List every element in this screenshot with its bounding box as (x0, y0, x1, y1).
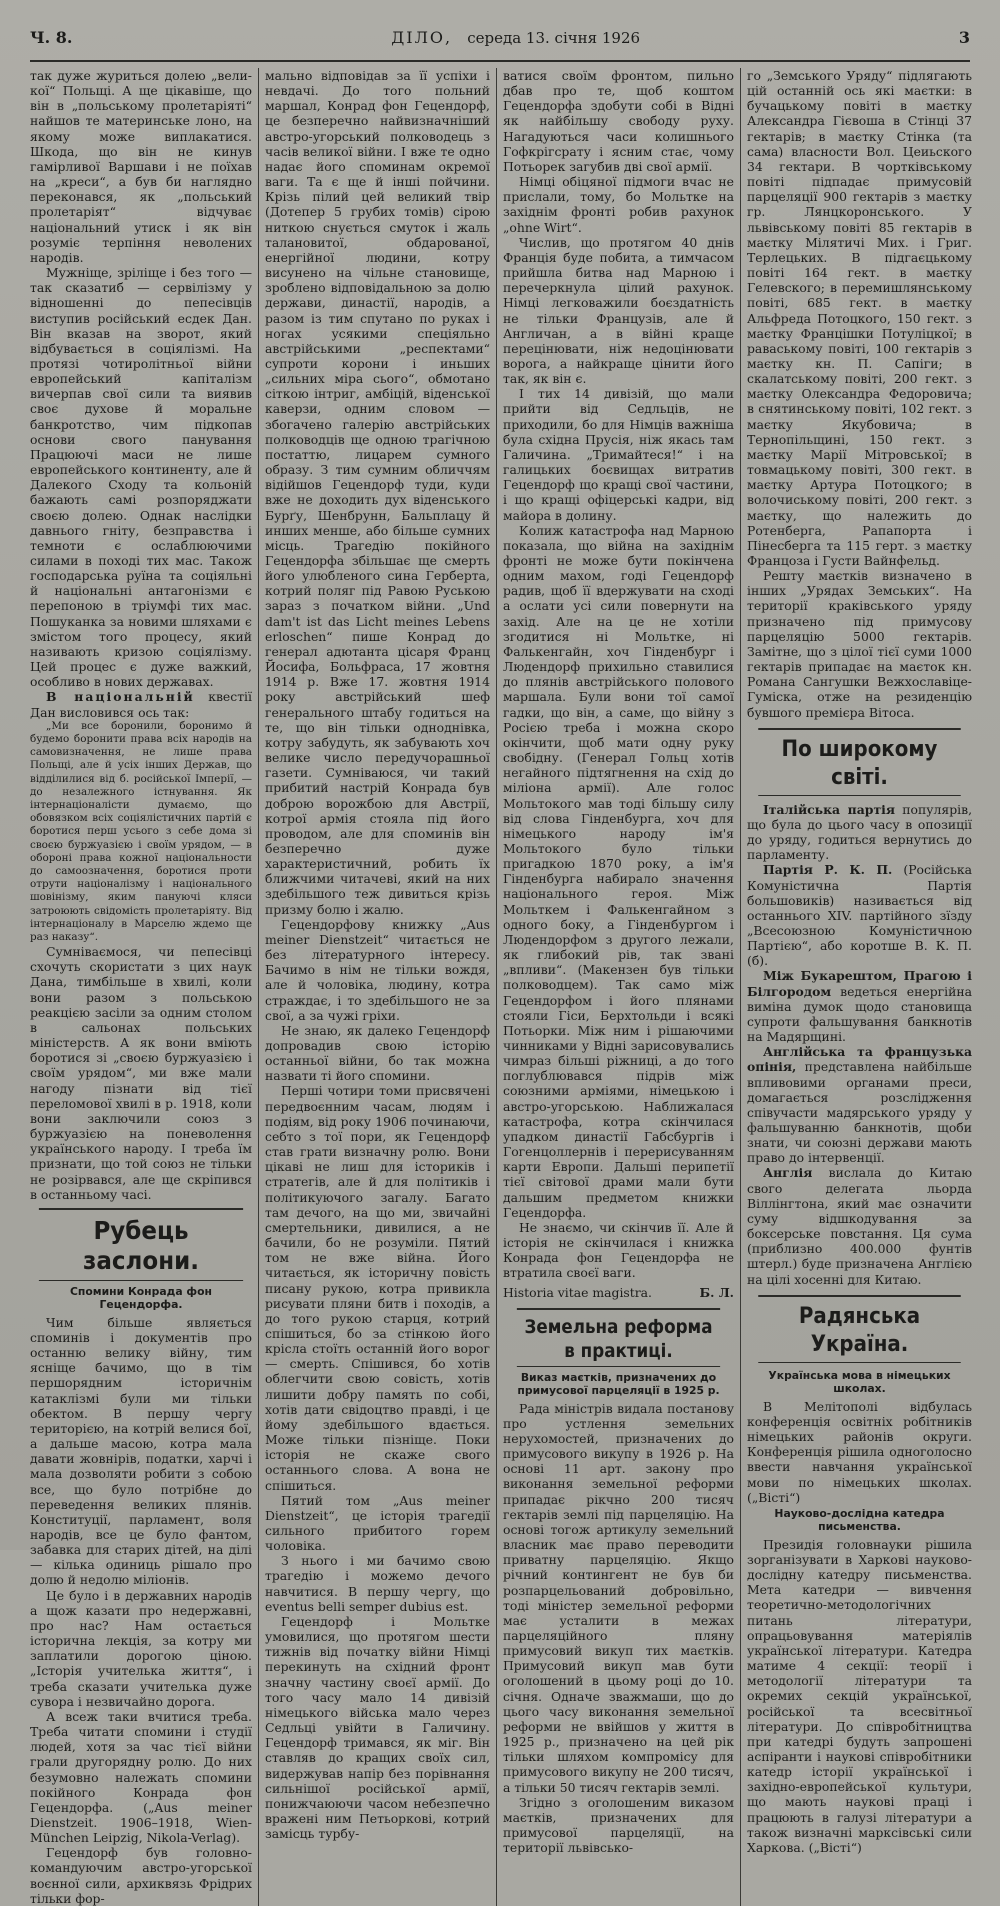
issue-number: Ч. 8. (30, 28, 73, 47)
subheadline: Виказ маєтків, призначених до примусової парцеляції в 1925 р. (517, 1370, 720, 1397)
news-lead: Партія Р. К. П. (763, 862, 893, 878)
issue-date: середа 13. січня 1926 (467, 29, 641, 47)
news-lead: Італійська партія (763, 801, 895, 817)
article-paragraph: Не знаю, як далеко Гецендорф допровадив свою історію останньої війни, бо так можна назвати ті його спомини. (265, 1022, 490, 1084)
headline-rubets: Рубець заслони. (39, 1208, 243, 1281)
article-paragraph: Колиж катастрофа над Марною показала, що війна на західнім фронті не може бути покінчена одним махом, годі Гецендорф радив, щоб її вдержувати на сході а ослати усі сили повернути на захід. Але на це не хотіли згодитися ні Мольтке, ні Фалькенгайн, хоч Гінденбург і Людендорф прихильно ставилися до плянів австрійського полового маршала. Були вони тої самої гадки, що він, а саме, що війну з Росією треба і можна скоро окінчити, щоб мати одну руку свобідну. (Генерал Гольц хотів негайного підтягнення на схід до міліона армії). Але голос Мольтокого мав тоді більшу силу від слова Гінденбурга, хоч для німецького народу ім'я Мольтокого було тільки пригадкою 1870 року, а ім'я Гінденбурга набирало значення національного героя. Між Мольткем і Фалькенгайном з одного боку, а Гінденбургом і Людендорфом з другого лежали, як глибокий рів, так звані „впливи“. (Макензен був тільки полководцем). Так само між Гецендорфом і його плянами стояли Гіси, Берхтольди і всякі Потьорки. Між ним і рішаючими чинниками у Відні зарисовувались чимраз більші ріжниці, а до того поглублювався підрів між союзними арміями, німецькою і австро-угорською. Наближалася катастрофа, котра скінчилася упадком династії Габсбургів і Гогенцоллернів і перерисуванням карти Европи. Дальші перипетії тієї світової драми мали бути дальшим предметом книжки Гецендорфа. (503, 522, 734, 1220)
news-text: вислала до Китаю свого делегата льорда Віллінгтона, який має означити суму відшкодування за боксерське повстання. Ця сума (приблизно 400.000 фунтів штерл.) буде призначена Англією на цілі хосенні для Китаю. (747, 1165, 972, 1287)
paragraph-text: квестії Дан висловився ось так: (30, 689, 252, 720)
article-paragraph (747, 1399, 972, 1505)
article-paragraph: Чим більше являється споминів і документів про останню велику війну, тим ясніще бачимо, що в тім першорядним історичнім катаклізмі були ми тільки обектом. В першу чергу територією, на котрій велися бої, а дальше масою, котра мала давати жовнірів, податки, харчі і мала дозволяти робити з собою все, що було потрібне до переведення великих плянів. Конституції, парламент, воля народів, все це було фантом, забавка для старих дітей, на ділі — кілька одиниць рішало про долю й недолю міліонів. (30, 1314, 252, 1588)
article-paragraph: Пятий том „Aus meiner Dienstzeit“, це історія трагедії сильного прибитого горем чоловіка. (265, 1492, 490, 1554)
quote-paragraph: „Ми все боронили, боронимо й будемо боронити права всіх народів на самовизначення, не лише права Польщі, але й усіх інших Держав, що відділилися від б. російської Імперії, — до незалежного істнування. Як інтернаціоналісти думаємо, що обовязком всіх соціялістичних партій є боротися перш усього з себе дома зі своєю буржуазією і своїм урядом, — в обороні права кожної національности до самоозначення, боротися проти отрути націоналізму і національного шовінізму, яким пануючі кляси затроюють свідомість пролетаріяту. Від інтернаціоналу в Марселю ждемо ще раз наказу“. (30, 719, 252, 943)
article-paragraph: Гецендорф і Мольтке умовилися, що протягом шести тижнів від початку війни Німці перекинуть на східний фронт значну частину своєї армії. До того часу мало 14 дивізій німецького війська мало через Седльці увійти в Галичину. Гецендорф тримався, як міг. Він ставляв до кращих своїх сил, видержував напір без порівнання сильнішої російської армії, понижчаюючи часом небезпечно вражені ним Петьоркові, котрий замісць турбу- (265, 1613, 490, 1842)
article-paragraph: Мужніще, зріліще і без того — так сказатиб — сервілізму у відношенні до пепесівців виступив росiйський есдек Дан. Він вказав на зворот, який відбувається в соціялізмі. На протязі чотирoлітньої війни европейський капіталізм вичерпав свої сили та виявив своє духове й моральне банкротство, чим підкопав основи свого панування Працюючі маси не лише европейського континенту, але й Далекого Сходу та кольоній бажають самі розпоряджати своєю долею. Однак наслідки давнього гніту, безправства і темноти є ослаблюючими силами в поході тих мас. Також господарська руїна та соціяльні й національні антагонізми є перепоною в тріумфі тих мас. Пошуканка за новими шляхами є змістом того процесу, який називають кризою соціялізму. Цей процес є дуже важкий, особливо в нових державах. (30, 265, 252, 690)
news-text: представлена найбільше впливовими органами преси, домагається розслідження співучасти мадярського уряду у фальшуванню банкнотів, щоби знати, чи союзні держави мають право до інтервенції. (747, 1059, 972, 1166)
news-text: ведеться енергійна виміна думок щодо становища супроти фальшування банкнотів на Мадярщині. (747, 983, 972, 1045)
news-text: (Російська Комуністична Партія большовиків) називається від останнього XIV. партійного зїзду „Всесоюзною Комуністичною Партією“, або коротше В. К. П. (б). (747, 862, 972, 969)
news-lead: Англійська та французька опінія, (747, 1044, 972, 1075)
columns (30, 68, 973, 1906)
column-2 (258, 68, 490, 1906)
article-paragraph: Сумніваємося, чи пепесівці схочуть скористати з цих нaук Дана, тимбільше в хвилі, коли вони разом з польською реакцією засіли за одним столом в сальонах польських міністерств. А як вони вміють боротися зі „своєю буржуазією і своїм урядом“, ми вже мали нагоду пізнати від тієї переломової хвилі в р. 1918, коли вони заключили союз з буржуазією на поневолення українського народу. І треба їм признати, що той союз не тільки не розірвався, але ще скріпився в останньому часі. (30, 944, 252, 1202)
signature-motto: Historia vitae magistra. (503, 1284, 652, 1300)
article-paragraph: І тих 14 дивізій, що мали прийти від Седльців, не приходили, бо для Німців важніша була східна Прусія, ніж якась там Галичина. „Тримайтеся!“ і на галицьких боєвищах витратив Гецендорф що кращі свої частини, і що кращі офіцерські кадри, від майора в долину. (503, 386, 734, 523)
paragraph-text: Президія головнауки рішила зорганізувати в Харкові науково-дослідну катедру письменства. Метa катедри — вивчення теоретично-методологічних питань літератури, опрацьовування матеріялів української літератури. Катедра матиме 4 секції: теорії і методології літератури та окремих секцій української, російської та всесвітньої літератури. До співробітництва при катедрі будуть запрошені аспіранти і наукові співробітники катедр історії української і західно-европейської культури, що мають наукові праці і працюють в галузі літератури а також визначні марксівські сили Харкова. (747, 1536, 972, 1855)
column-3 (496, 68, 734, 1906)
article-signature (503, 1285, 734, 1300)
spaced-lead: В національній (46, 689, 195, 705)
subheadline: Спомини Конрада фон Гецендорфа. (69, 1284, 213, 1311)
news-lead: Англія (763, 1165, 813, 1181)
column-1 (30, 68, 252, 1906)
article-paragraph (30, 689, 252, 719)
subheadline: Науково-дослідна катедра письменства. (774, 1506, 945, 1533)
headline-land-reform: Земельна реформа в практиці. (517, 1308, 720, 1367)
article-paragraph: Перші чотири томи присвячені передвоєнним часам, людям і подіям, від року 1906 починаючи, себто з тої пори, як Гецендорф став грати визначну ролю. Вони цікаві не лиш для істориків і стратегів, але й для політиків і політикуючого загалу. Багато там дечого, на що ми, звичайні смертельники, дивилися, а не бачили, бо не розуміли. Пятий том не вже війна. Його читається, як історичну повість писану рукою, котра привикла рисувати пляни битв і походів, а до того рукою старця, котрий спішиться, бо за стінкою його крісла стоїть останній його ворог — смерть. Спішився, бо хотів облегчити свою совість, хотів лишити добру память по собі, хотів дати свідоцтво правді, і це йому здебільшого вдається. Може тільки пізніще. Поки історія не скаже свого останнього слова. А вона не спішиться. (265, 1083, 490, 1493)
news-item (747, 968, 972, 1044)
news-item (747, 1165, 972, 1286)
page-number: 3 (958, 28, 970, 47)
paragraph-text: В Мелітополі відбулась конференція освітніх робітників німецьких районів округи. Конференція рішила одноголосно ввести навчання української мови по німецьких школах. (747, 1398, 972, 1490)
newspaper-title: ДІЛО, (391, 28, 453, 47)
article-paragraph: А всеж таки вчитися треба. Треба читати спомини і студії людей, хотя за час тієї війни грали другорядну ролю. До них безумовно належать спомини покійного Конрада фон Гецендорфа. („Aus meiner Dienstzeit. 1906–1918, Wien-München Leipzig, Nikola-Verlag). (30, 1708, 252, 1846)
article-paragraph: Це було і в державних народів а щож казати про недержавні, про нас? Нам остається історична лекція, за котру ми заплатили дорогою ціною. „Історія учителька життя“, і треба сказати учителька дуже суворa і незвичайно дорогa. (30, 1587, 252, 1709)
article-paragraph: Німці обіцяної підмоги вчас не прислали, тому, бо Мольтке на західнім фронті робив рахунок „ohne Wirt“. (503, 174, 734, 235)
article-paragraph: Решту маєтків визначено в інших „Урядах Земських“. На території краківського уряду призначено під примусову парцеляцію 5000 гектарів. Замітне, що з цілої тієї суми 1000 гектарів припадає на маєток кн. Романа Сангушки Вежхославіце-Гуміска, отже на резиденцію бувшого премієра Вітоса. (747, 568, 972, 720)
article-paragraph: мально відповідав за її успіхи і невдачі. До того польний маршал, Конрад фон Гецендорф, це безперечно найвизначніший австро-угорський полководець з часів великої війни. І вже те одно надає його споминам окремої ваги. Та є ще й інші пойчини. Крізь пілий цей великий твір (Дотепер 5 грубих томів) сірою ниткою снується смуток і жаль талановитої, обдарованої, енергійної людини, котру висунено на чільне становище, зроблено відповідальною за долю держави, династії, народів, а разом із тим спутано по руках і ногах усякими спеціяльно австрійськими „респектами“ супроти корони і иньших „сильних міра сього“, обмотано сіткою інтриг, амбіцій, віденської каверзи, одним словом — збогачено галерію австрійських полководців ще одною трагічною постаттю, лицарем сумного образу. З тим сумним обличчям відійшов Гецендорф туди, куди вже не доходить дух віденського Бурґу, Шенбрунн, Бальплацу й инших менше, або більше сумних місць. Трагедію покійного Гецендорфа збільшає ще смерть його улюбленого сина Герберта, котрий поляг під Равою Руською зараз з початком війни. „Und dam't ist das Licht meines Lebens erloschen“ пише Конрад до генерал адютанта цісаря Франц Йосифа, Больфраса, 17 жовтня 1914 р. Вже 17. жовтня 1914 року австрійський шеф генерального штабу годиться на те, що він тільки одноднівка, котру забудуть, як забувають хоч велике число передучорашньої газети. Сумніваюся, чи такий прибитий настрій Конрада був доброю ворожбою для Австрії, котрої армія стояла під його проводом, але для споминів він безперечно дуже характеристичний, робить їх ближчими читачеві, який на них здебільшого теж дивиться крізь призму болю і жалю. (265, 68, 490, 917)
article-paragraph: Не знаємо, чи скінчив її. Але й історія не скінчилася і книжка Конрада фон Гецендорфа не втратила своєї ваги. (503, 1219, 734, 1281)
news-text: популярів, що була до цього часу в опозиції до уряду, годиться вернутись до парламенту. (747, 801, 973, 863)
column-4 (740, 68, 972, 1906)
headline-soviet-ukraine: Радянська Україна. (758, 1295, 961, 1363)
news-item (747, 862, 972, 968)
article-paragraph: Згідно з оголошеним виказом маєтків, призначених для примусової парцеляції, на території львівсько- (503, 1794, 734, 1856)
article-paragraph (747, 1537, 972, 1855)
news-item (747, 802, 972, 863)
article-paragraph: ватися своїм фронтом, пильно дбав про те, щоб коштом Гецендорфа здобути собі в Відні як найбільшу свободу руху. Нагадуються часи колишнього Гофкрігсрату і ясним стає, чому Потьорек загубив дві свої армії. (503, 68, 734, 174)
article-paragraph: З нього і ми бачимо свою трагедію і можемо дечого навчитися. В першу чергу, що eventus belli semper dubius est. (265, 1553, 490, 1614)
subheadline: Українська мова в німецьких школах. (768, 1368, 951, 1395)
signature-initials: Б. Л. (699, 1284, 734, 1300)
article-paragraph: Числив, що протягом 40 днів Франція буде побита, а тимчасом прийшла битва над Марною і перечеркнула цілий рахунок. Німці легковажили боєздатність не тільки Французів, але й Англичан, а в війні краще перецінювати, ніж недоцінювати ворога, а найкраще цінити його так, як він є. (503, 234, 734, 387)
masthead-title (391, 28, 640, 47)
article-paragraph: Гецендорф був головно-командуючим австро-угорської воєнної сили, архиквязь Фрідрих тільки фор- (30, 1845, 252, 1906)
article-paragraph: Гецендорфову книжку „Aus meiner Dienstzeit“ читається не без літературного інтересу. Бачимо в нім не тільки вождя, але й чоловіка, людину, котра страждає, і то здебільшого не за свої, а за чужі гріхи. (265, 916, 490, 1023)
article-paragraph: Рада міністрів видала постанову про устлення земельних нерухомостей, призначених до примусового викупу в 1926 р. На основі 11 арт. закону про виконання земельної реформи припадає рікчно 200 тисяч гектарів землі під парцеляцію. На основі тогож артикулу земельний власник має право переводити приватну парцеляцію. Якщо річний контингент не був би розпарцельований добровільно, тоді міністер земельної реформи має усталити в межах парцеляційного пляну примусовий викуп тих маєтків. Примусовий викуп мав бути оголошений в цьому році до 10. січня. Одначе зважмаши, що до цього часу виконання земельної реформи не ввійшов у життя в 1925 р., призначено на цей рік тільки шляхом компромісу для примусового викупу не 200 тисяч, а тільки 50 тисяч гектарів землі. (503, 1400, 734, 1795)
article-paragraph: так дуже журиться долею „вели-кої“ Польщі. А ще цікавіше, що він в „польському пролетаріяті“ найшов те материнське лоно, на якому може виплакатися. Шкода, що він не кинув гамірливої Варшави і не поїхав на „креси“, а був би наглядно переконався, як „польський пролетаріят“ відчуває національний утиск і як він розуміє терпіння неволених народів. (30, 68, 252, 265)
source-credit: („Вісті“) (747, 1489, 801, 1505)
news-lead: Між Букарештом, Прагою і Білгородом (747, 968, 972, 999)
news-item (747, 1044, 972, 1165)
masthead (30, 28, 970, 62)
source-credit: („Вісті“) (808, 1839, 862, 1855)
article-paragraph: го „Земського Уряду“ підлягають цій останній ось які маєтки: в бучацькому повіті в маєтку Александра Гієвоша в Стінці 37 гектарів; в маєтку Стінка (та сама) власности Вол. Цеиьского 34 гектари. В чортківському повіті підпадає примусовій парцеляції 900 гектарів з маєтку гр. Лянцкоронського. У львівському повіті 85 гектарів в маєтку Мілятичі Мих. і Григ. Терлецьких. В підгаєцькому повіті 164 гект. в маєтку Гелевского; в перемишлянському повіті, 685 гект. в маєтку Альфреда Потоцкого, 150 гект. з маєтку Францішки Потулiцкої; в раваському повіті, 100 гектарів з маєтку кн. П. Сапіги; в скалатському повіті, 200 гект. з маєтку Олександра Федоровича; в снятинському повіті, 102 гект. з маєтку Якубовича; в Тернопільщині, 150 гект. з маєтку Марії Мітровської; в товмацькому повіті, 300 гект. в маєтку Артура Потоцкого; в волочиському повіті, 200 гект. з маєтку, що належить до Ротенберга, Рапапорта і Пінесберга та 115 герт. з маєтку Францоза і Густи Вайнфельд. (747, 68, 972, 568)
headline-world: По широкому світі. (758, 728, 961, 796)
